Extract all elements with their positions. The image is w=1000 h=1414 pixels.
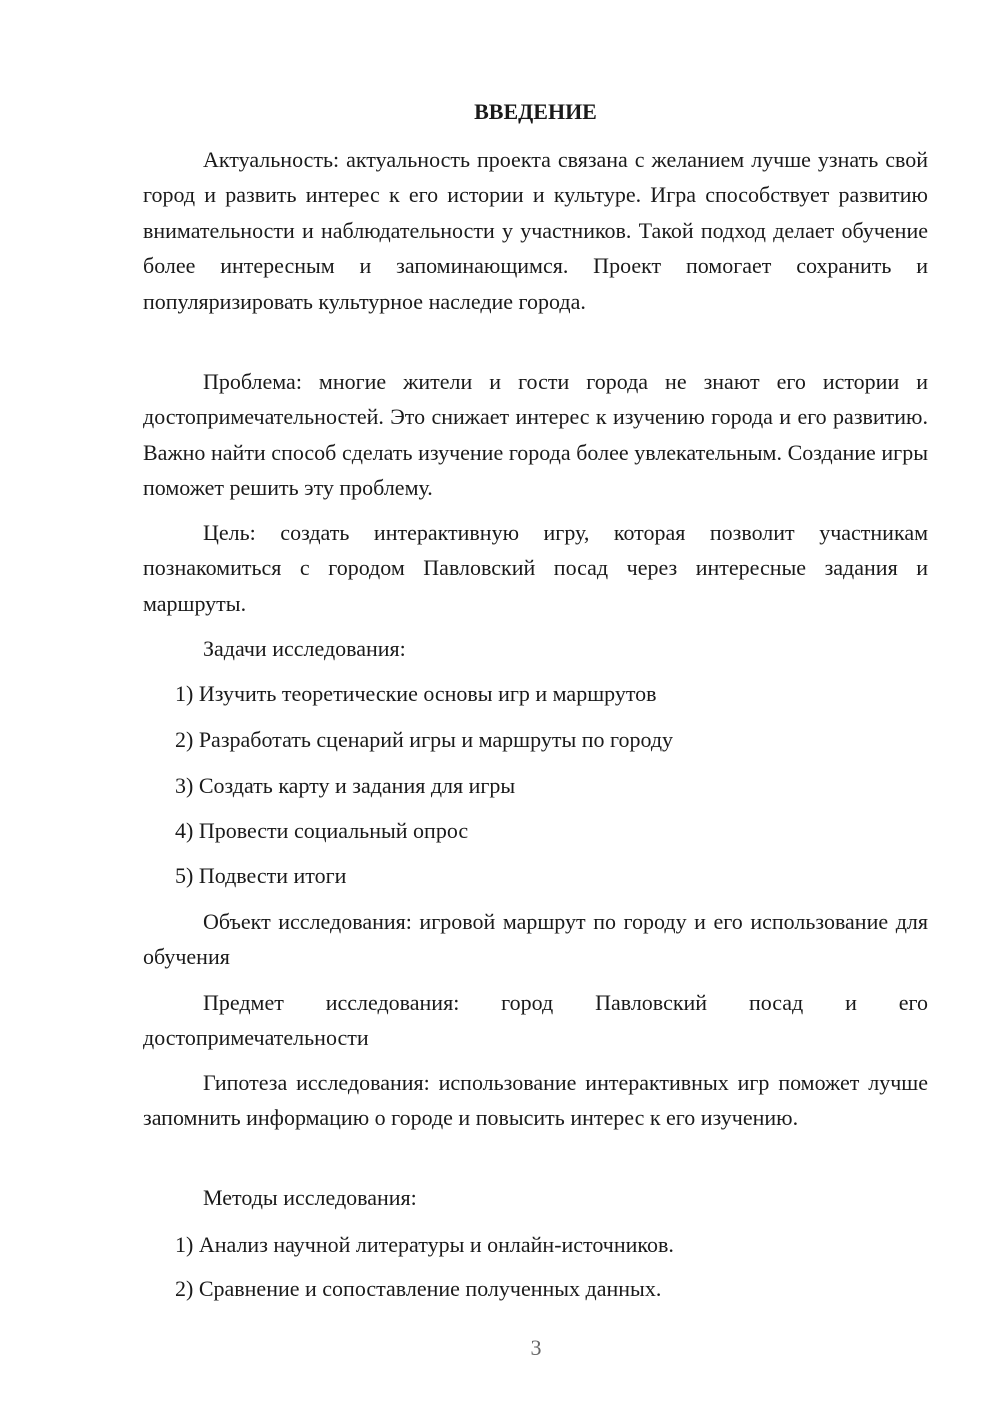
paragraph-hypothesis: Гипотеза исследования: использование интерактивных игр поможет лучше запомнить информацию о городе и повысить интерес к его изучению. xyxy=(143,1070,928,1131)
methods-title: Методы исследования: xyxy=(203,1185,417,1210)
paragraph-goal: Цель: создать интерактивную игру, которая позволит участникам познакомиться с городом Павловский посад через интересные задания и маршруты. xyxy=(143,520,928,616)
paragraph-problem: Проблема: многие жители и гости города не знают его истории и достопримечательностей. Это снижает интерес к изучению города и его развитию. Важно найти способ сделать изучение города более увлекательным. Создание игры поможет решить эту проблему. xyxy=(143,369,928,501)
task-item-5: 5) Подвести итоги xyxy=(175,863,347,888)
method-item-1: 1) Анализ научной литературы и онлайн-источников. xyxy=(175,1232,674,1257)
task-item-1: 1) Изучить теоретические основы игр и маршрутов xyxy=(175,681,657,706)
page-number: 3 xyxy=(530,1335,542,1360)
paragraph-object: Объект исследования: игровой маршрут по городу и его использование для обучения xyxy=(143,909,928,970)
paragraph-relevance: Актуальность: актуальность проекта связана с желанием лучше узнать свой город и развить интерес к его истории и культуре. Игра способствует развитию внимательности и наблюдательности у участников. Такой подход делает обучение более интересным и запоминающимся. Проект помогает сохранить и популяризировать культурное наследие города. xyxy=(143,147,928,314)
paragraph-subject: Предмет исследования: город Павловский посад и его достопримечательности xyxy=(143,990,928,1051)
task-item-3: 3) Создать карту и задания для игры xyxy=(175,773,516,798)
method-item-2: 2) Сравнение и сопоставление полученных данных. xyxy=(175,1276,662,1301)
task-item-4: 4) Провести социальный опрос xyxy=(175,818,469,843)
section-heading: ВВЕДЕНИЕ xyxy=(474,99,597,124)
tasks-title: Задачи исследования: xyxy=(203,636,406,661)
task-item-2: 2) Разработать сценарий игры и маршруты по городу xyxy=(175,727,674,752)
